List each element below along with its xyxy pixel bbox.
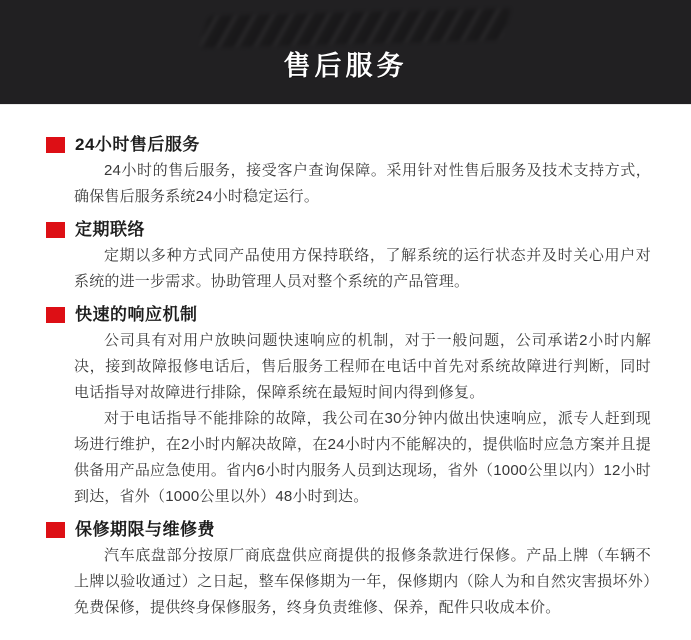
header-band	[0, 0, 691, 105]
content-area	[0, 105, 691, 621]
section-heading: 保修期限与维修费	[75, 520, 215, 539]
section-warranty	[46, 521, 651, 621]
red-square-bullet	[46, 137, 65, 153]
section-heading: 快速的响应机制	[75, 305, 198, 324]
red-square-bullet	[46, 522, 65, 538]
paragraph: 定期以多种方式同产品使用方保持联络，了解系统的运行状态并及时关心用户对系统的进一步需求。协助管理人员对整个系统的产品管理。	[74, 247, 651, 290]
section-rapid-response	[46, 306, 651, 510]
red-square-bullet	[46, 222, 65, 238]
page-title: 售后服务	[283, 51, 408, 81]
section-heading: 24小时售后服务	[75, 135, 200, 154]
section-heading-row	[46, 306, 651, 323]
paragraph: 公司具有对用户放映问题快速响应的机制，对于一般问题，公司承诺2小时内解决，接到故障报修电话后，售后服务工程师在电话中首先对系统故障进行判断，同时电话指导对故障进行排除，保障系统在最短时间内得到修复。	[74, 332, 651, 401]
section-heading: 定期联络	[75, 220, 145, 239]
section-24h-service	[46, 136, 651, 210]
red-square-bullet	[46, 307, 65, 323]
section-heading-row	[46, 521, 651, 538]
paragraph: 汽车底盘部分按原厂商底盘供应商提供的报修条款进行保修。产品上牌（车辆不上牌以验收通过）之日起，整车保修期为一年，保修期内（除人为和自然灾害损坏外）免费保修，提供终身保修服务，终身负责维修、保养，配件只收成本价。	[74, 547, 651, 616]
paragraph: 对于电话指导不能排除的故障，我公司在30分钟内做出快速响应，派专人赶到现场进行维护，在2小时内解决故障，在24小时内不能解决的，提供临时应急方案并且提供备用产品应急使用。省内6小时内服务人员到达现场，省外（1000公里以内）12小时到达，省外（1000公里以外）48小时到达。	[74, 410, 651, 505]
section-regular-contact	[46, 221, 651, 295]
section-heading-row	[46, 136, 651, 153]
section-heading-row	[46, 221, 651, 238]
watermark-smudge	[199, 8, 511, 48]
paragraph: 24小时的售后服务，接受客户查询保障。采用针对性售后服务及技术支持方式，确保售后服务系统24小时稳定运行。	[74, 162, 651, 205]
